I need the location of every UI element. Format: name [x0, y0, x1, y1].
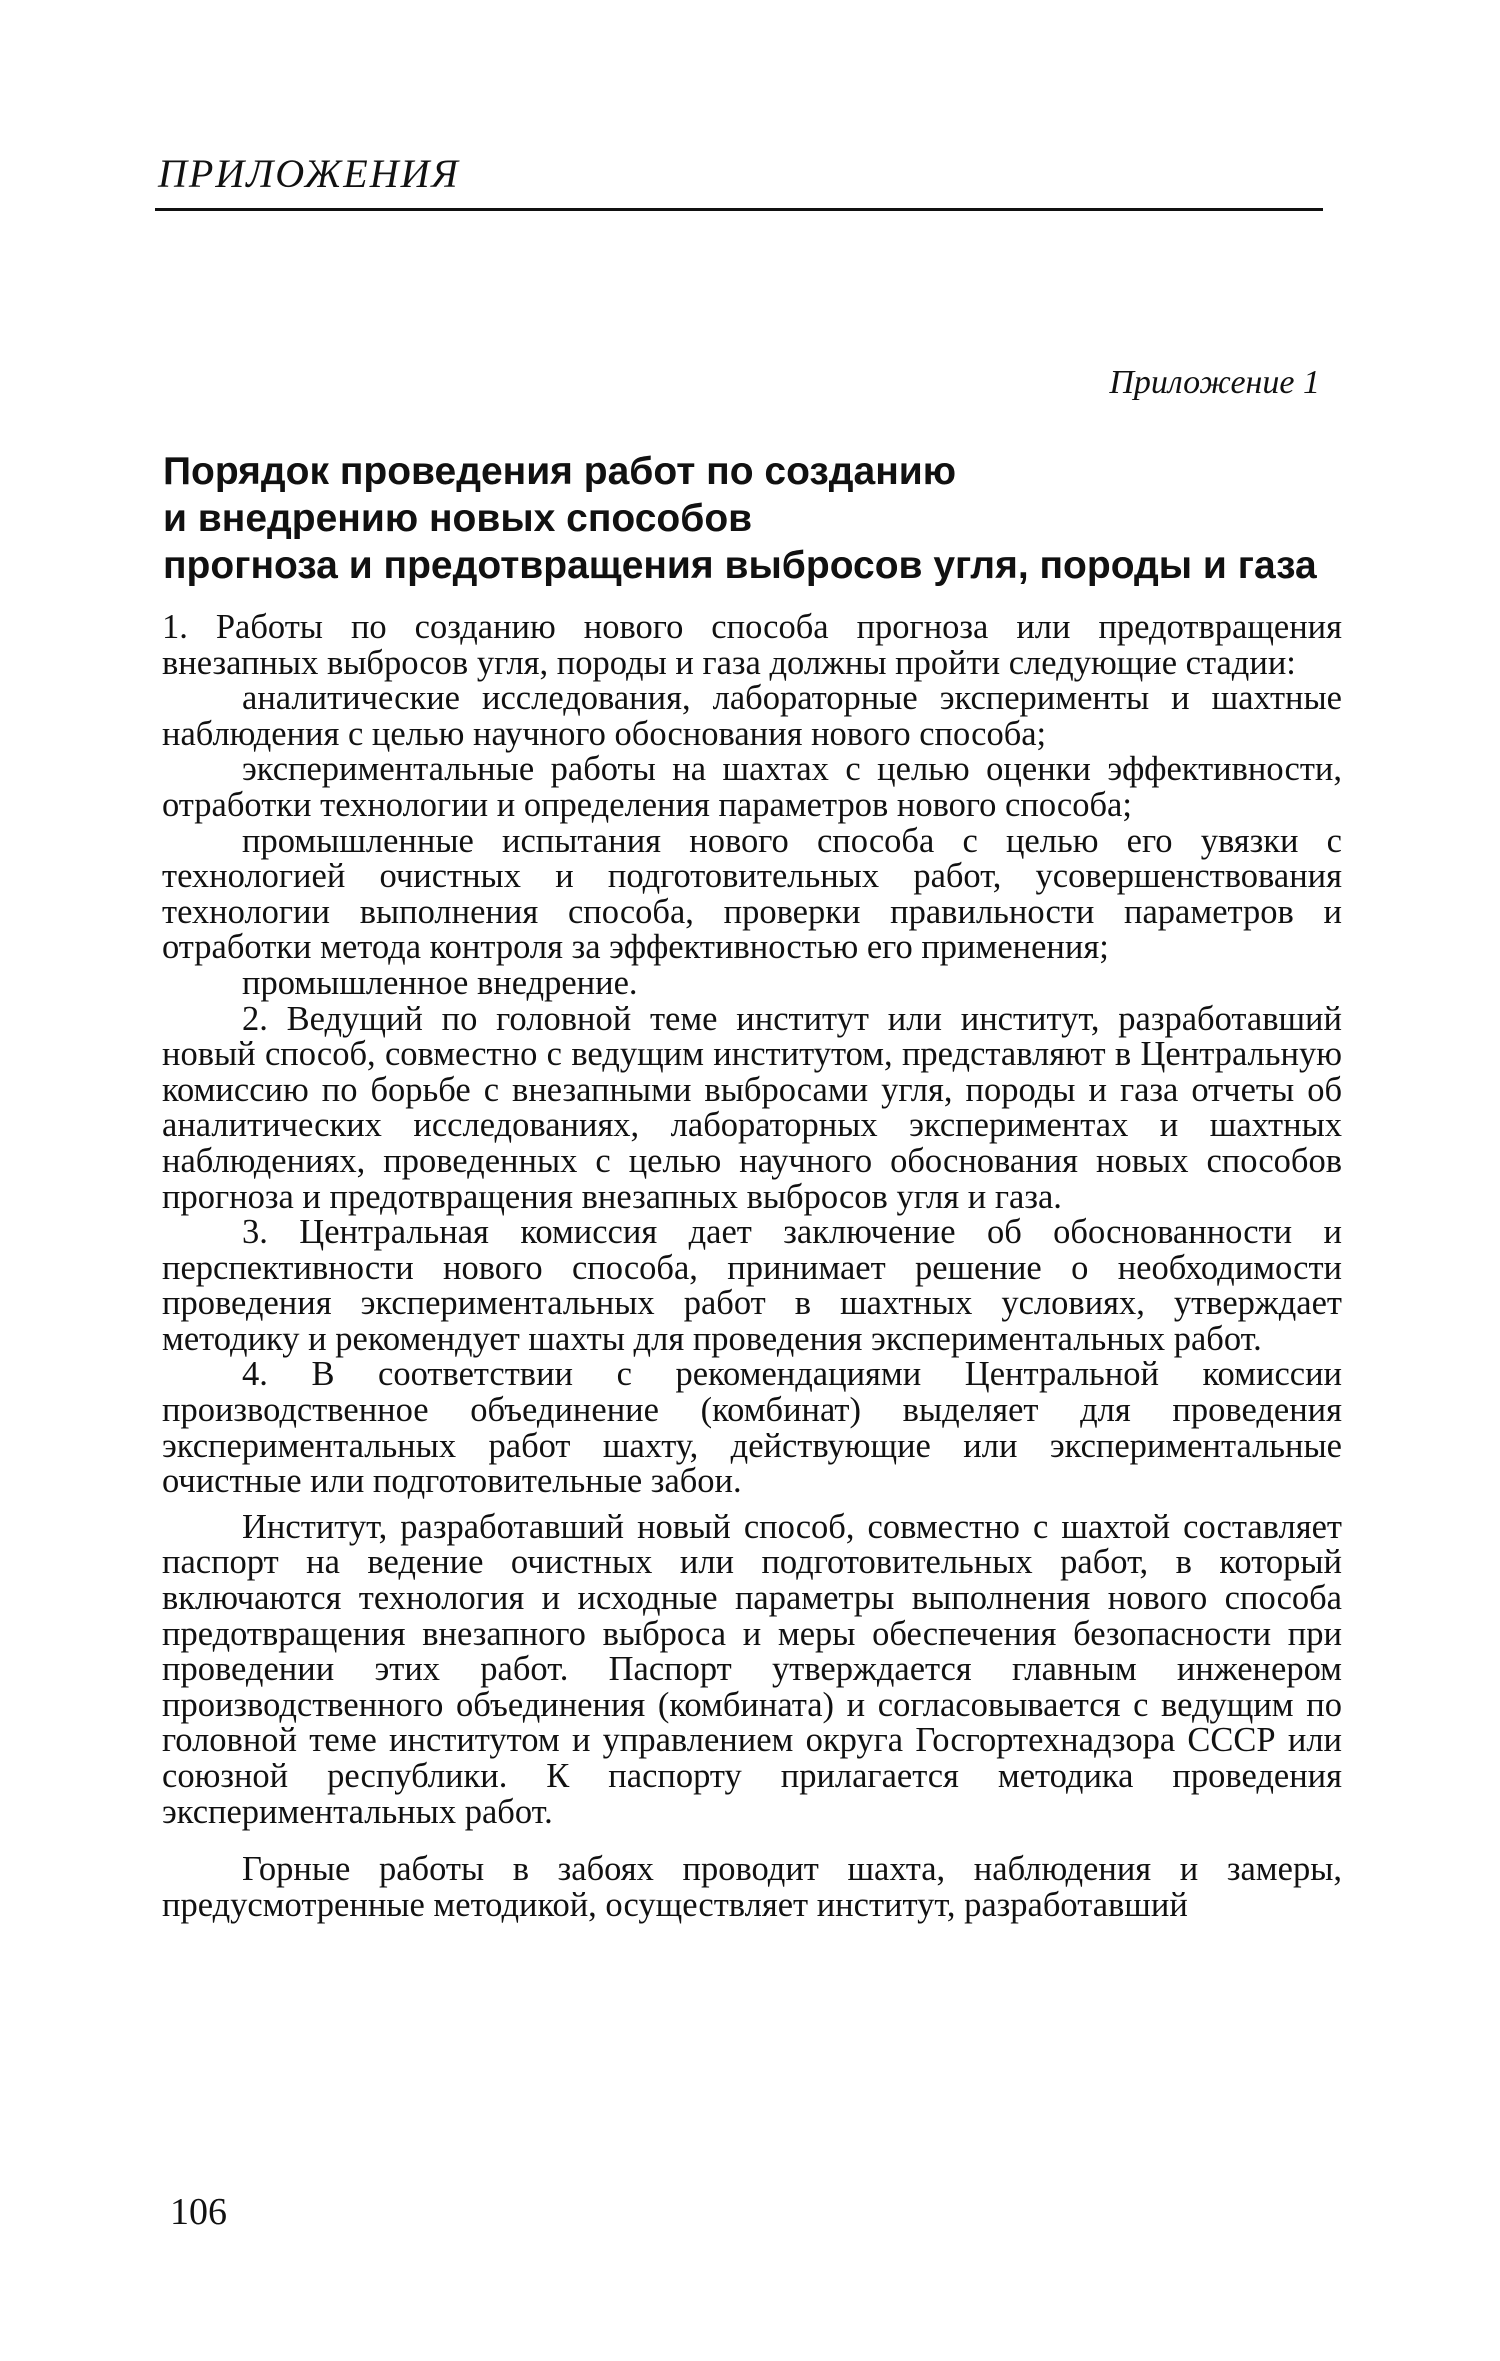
paragraph-stage-experimental: экспериментальные работы на шахтах с целью оценки эффективности, отработки технологии и определения параметров нового способа; — [162, 750, 1342, 824]
paragraph-2: 2. Ведущий по головной теме институт или институт, разработавший новый способ, совместно с ведущим институтом, представляют в Центральную комиссию по борьбе с внезапными выбросами угля, породы и газа отчеты об аналитических исследованиях, лабораторных экспериментах и шахтных наблюдениях, проведенных с целью научного обоснования новых способов прогноза и предотвращения внезапных выбросов угля и газа. — [162, 999, 1342, 1216]
title-line: Порядок проведения работ по созданию — [163, 450, 957, 493]
paragraph-mining-works: Горные работы в забоях проводит шахта, наблюдения и замеры, предусмотренные методикой, осуществляет институт, разработавший — [162, 1850, 1342, 1924]
page-number: 106 — [170, 2191, 227, 2233]
body-text — [162, 610, 1342, 1923]
paragraph-institute: Институт, разработавший новый способ, совместно с шахтой составляет паспорт на ведение очистных или подготовительных работ, в который включаются технология и исходные параметры выполнения нового способа предотвращения внезапного выброса и меры обеспечения безопасности при проведении этих работ. Паспорт утверждается главным инженером производственного объединения (комбината) и согласовывается с ведущим по головной теме институтом и управлением округа Госгортехнадзора СССР или союзной республики. К паспорту прилагается методика проведения экспериментальных работ. — [162, 1507, 1342, 1831]
document-title — [163, 448, 1333, 589]
paragraph-stage-industrial-tests: промышленные испытания нового способа с целью его увязки с технологией очистных и подготовительных работ, усовершенствования технологии выполнения способа, проверки правильности параметров и отработки метода контроля за эффективностью его применения; — [162, 821, 1342, 967]
paragraph-stage-analytical: аналитические исследования, лабораторные эксперименты и шахтные наблюдения с целью научного обоснования нового способа; — [162, 679, 1342, 753]
paragraph-4: 4. В соответствии с рекомендациями Центральной комиссии производственное объединение (комбинат) выделяет для проведения экспериментальных работ шахту, действующие или экспериментальные очистные или подготовительные забои. — [162, 1355, 1342, 1501]
title-line: прогноза и предотвращения выбросов угля, породы и газа — [163, 544, 1317, 587]
title-line: и внедрению новых способов — [163, 497, 753, 540]
paragraph-3: 3. Центральная комиссия дает заключение об обоснованности и перспективности нового способа, принимает решение о необходимости проведения экспериментальных работ в шахтных условиях, утверждает методику и рекомендует шахты для проведения экспериментальных работ. — [162, 1213, 1342, 1358]
paragraph-1: 1. Работы по созданию нового способа прогноза или предотвращения внезапных выбросов угля, породы и газа должны пройти следующие стадии: — [162, 608, 1342, 682]
running-head: ПРИЛОЖЕНИЯ — [158, 151, 460, 196]
paragraph-stage-implementation: промышленное внедрение. — [242, 963, 638, 1002]
appendix-label: Приложение 1 — [1109, 364, 1320, 401]
header-rule — [155, 208, 1323, 211]
